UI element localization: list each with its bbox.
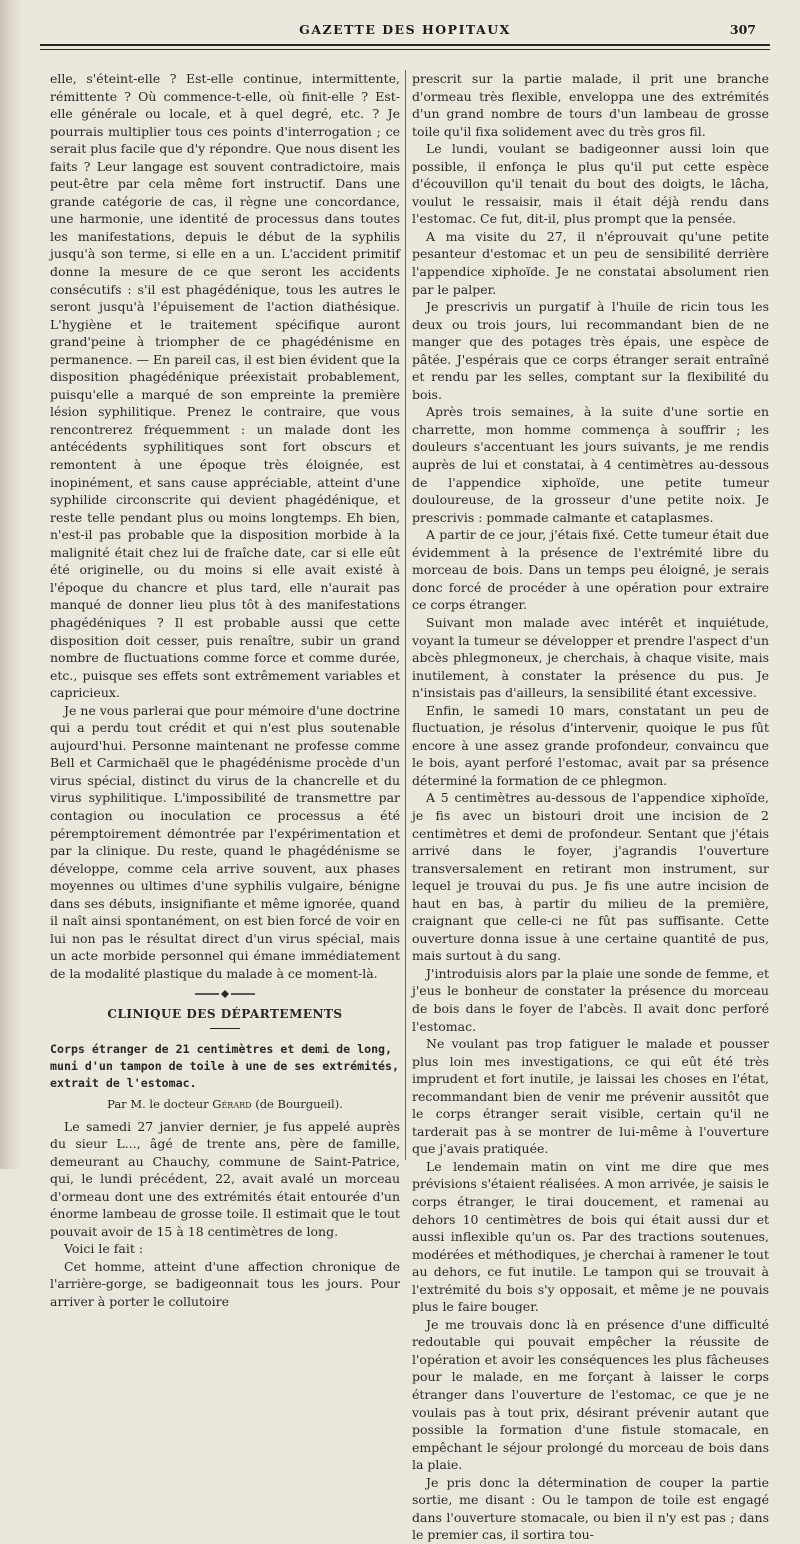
- byline-suffix: (de Bourgueil).: [255, 1096, 343, 1111]
- paragraph: Je me trouvais donc là en présence d'une difficulté redoutable qui pouvait empêcher la réussite de l'opération et avoir les conséquences les plus fâcheuses pour le malade, en me forçant à laisser le corps étranger dans l'ouverture de l'estomac, ce que je ne voulais pas à tout prix, désirant prévenir autant que possible la formation d'une fistule stomacale, en empêchant le séjour prolongé du morceau de bois dans la plaie.: [412, 1316, 769, 1473]
- paragraph: prescrit sur la partie malade, il prit une branche d'ormeau très flexible, enveloppa une des extrémités d'un grand nombre de tours d'un lambeau de grosse toile qu'il fixa solidement avec du très gros fil.: [412, 71, 769, 139]
- paragraph: Voici le fait :: [64, 1241, 144, 1257]
- left-column: [50, 70, 400, 1309]
- section-ornament: [50, 986, 400, 996]
- paragraph: Le samedi 27 janvier dernier, je fus appelé auprès du sieur L..., âgé de trente ans, père de famille, demeurant au Chauchy, commune de Saint-Patrice, qui, le lundi précédent, 22, avait avalé un morceau d'ormeau dont une des extrémités était entourée d'un énorme lambeau de grosse toile. Il estimait que le tout pouvait avoir de 15 à 18 centimètres de long.: [50, 1118, 400, 1239]
- section-title: CLINIQUE DES DÉPARTEMENTS: [107, 1007, 343, 1022]
- byline: [50, 1096, 400, 1114]
- paragraph: Je ne vous parlerai que pour mémoire d'une doctrine qui a perdu tout crédit et qui n'est plus soutenable aujourd'hui. Personne maintenant ne professe comme Bell et Carmichaël que le phagédénisme procède d'un virus spécial, distinct du virus de la chancrelle et du virus syphilitique. L'impossibilité de transmettre par contagion ou inoculation ce processus a été péremptoirement démontrée par l'expérimentation et par la clinique. Du reste, quand le phagédénisme se développe, comme cela arrive souvent, aux phases moyennes ou ultimes d'une syphilis vulgaire, bénigne dans ses débuts, insignifiante et même ignorée, quand il naît ainsi spontanément, on est bien forcé de voir en lui non pas le résultat direct d'un virus spécial, mais un acte morbide personnel qui émane immédiatement de la modalité plastique du malade à ce moment-là.: [50, 702, 400, 981]
- byline-prefix: Par M. le docteur: [107, 1096, 209, 1111]
- paragraph: Enfin, le samedi 10 mars, constatant un peu de fluctuation, je résolus d'intervenir, quoique le pus fût encore à une assez grande profondeur, convaincu que le bois, ayant perforé l'estomac, avait par sa présence déterminé la formation de ce phlegmon.: [412, 702, 769, 788]
- header-rule-thin: [40, 49, 770, 50]
- paragraph: A ma visite du 27, il n'éprouvait qu'une petite pesanteur d'estomac et un peu de sensibilité derrière l'appendice xiphoïde. Je ne constatai absolument rien par le palper.: [412, 228, 769, 297]
- paragraph: Après trois semaines, à la suite d'une sortie en charrette, mon homme commença à souffrir ; les douleurs s'accentuant les jours suivants, je me rendis auprès de lui et constatai, à 4 centimètres au-dessous de l'appendice xiphoïde, une petite tumeur douloureuse, de la grosseur d'une petite noix. Je prescrivis : pommade calmante et cataplasmes.: [412, 404, 769, 525]
- page-number: 307: [729, 22, 756, 37]
- running-title: GAZETTE DES HOPITAUX: [299, 22, 511, 37]
- header-rule-thick: [40, 44, 770, 46]
- paragraph: A 5 centimètres au-dessous de l'appendice xiphoïde, je fis avec un bistouri droit une incision de 2 centimètres et demi de profondeur. Sentant que j'étais arrivé dans le foyer, j'agrandis l'ouverture transversalement en retirant mon instrument, sur lequel je trouvai du pus. Je fis une autre incision de haut en bas, à partir du milieu de la première, craignant que celle-ci ne fût pas suffisante. Cette ouverture donna issue à une certaine quantité de pus, mais surtout à du sang.: [412, 790, 769, 964]
- paragraph: Suivant mon malade avec intérêt et inquiétude, voyant la tumeur se développer et prendre l'aspect d'un abcès phlegmoneux, je cherchais, à chaque visite, mais inutilement, à constater la présence du pus. Je n'insistais pas d'ailleurs, la sensibilité étant excessive.: [412, 614, 769, 701]
- section-rule: [210, 1028, 240, 1029]
- paragraph: Je prescrivis un purgatif à l'huile de ricin tous les deux ou trois jours, lui recommandant bien de ne manger que des potages très épais, une espèce de pâtée. J'espérais que ce corps étranger serait entraîné et rendu par les selles, comptant sur la flexibilité du bois.: [412, 299, 769, 402]
- paragraph: Le lendemain matin on vint me dire que mes prévisions s'étaient réalisées. A mon arrivée, je saisis le corps étranger, le tirai doucement, et ramenai au dehors 10 centimètres de bois qui était aussi dur et aussi inflexible qu'un os. Par des tractions soutenues, modérées et méthodiques, je cherchai à ramener le tout au dehors, ce fut inutile. Le tampon qui se trouvait à l'extrémité du bois s'y opposait, et même je ne pouvais plus le faire bouger.: [412, 1158, 769, 1315]
- paragraph: elle, s'éteint-elle ? Est-elle continue, intermittente, rémittente ? Où commence-t-elle, où finit-elle ? Est-elle générale ou locale, et à quel degré, etc. ? Je pourrais multiplier tous ces points d'interrogation ; ce serait plus facile que d'y répondre. Que nous disent les faits ? Leur langage est souvent contradictoire, mais peut-être par cela même fort instructif. Dans une grande catégorie de cas, il règne une concordance, une harmonie, une identité de processus dans toutes les manifestations, depuis le début de la syphilis jusqu'à son terme, si elle en a un. L'accident primitif donne la mesure de ce que seront les accidents consécutifs : s'il est phagédénique, tous les autres le seront jusqu'à l'épuisement de l'action diathésique. L'hygiène et le traitement spécifique auront grand'peine à triompher de ce phagédénisme en permanence. — En pareil cas, il est bien évident que la disposition phagédénique préexistait probablement, puisqu'elle a marqué de son empreinte la première lésion syphilitique. Prenez le contraire, que vous rencontrerez fréquemment : un malade dont les antécédents syphilitiques sont fort obscurs et remontent à une époque très éloignée, est inopinément, et sans cause appréciable, atteint d'une syphilide circonscrite qui devient phagédénique, et reste telle pendant plus ou moins longtemps. Eh bien, n'est-il pas probable que la disposition morbide à la malignité était chez lui de fraîche date, car si elle eût été originelle, ou du moins si elle avait existé à l'époque du chancre et plus tard, elle n'aurait pas manqué de donner lieu plus tôt à des manifestations phagédéniques ? Il est probable aussi que cette disposition doit cesser, puis renaître, subir un grand nombre de fluctuations comme force et comme durée, etc., puisque ses effets sont extrêmement variables et capricieux.: [50, 71, 400, 701]
- paragraph: Cet homme, atteint d'une affection chronique de l'arrière-gorge, se badigeonnait tous les jours. Pour arriver à porter le collutoire: [50, 1258, 400, 1309]
- page-header: [40, 18, 770, 58]
- paragraph: Le lundi, voulant se badigeonner aussi loin que possible, il enfonça le plus qu'il put cette espèce d'écouvillon qu'il tenait du bout des doigts, le lâcha, voulut le ressaisir, mais il était déjà rendu dans l'estomac. Ce fut, dit-il, plus prompt que la pensée.: [412, 141, 769, 227]
- right-column: [412, 70, 769, 1543]
- page-spine-shadow: [0, 0, 22, 1169]
- article-title: Corps étranger de 21 centimètres et demi de long, muni d'un tampon de toile à une de ses extrémités, extrait de l'estomac.: [50, 1041, 400, 1090]
- paragraph: J'introduisis alors par la plaie une sonde de femme, et j'eus le bonheur de constater la présence du morceau de bois dans le foyer de l'abcès. Il avait donc perforé l'estomac.: [412, 965, 769, 1034]
- paragraph: A partir de ce jour, j'étais fixé. Cette tumeur était due évidemment à la présence de l'extrémité libre du morceau de bois. Dans un temps peu éloigné, je serais donc forcé de procéder à une opération pour extraire ce corps étranger.: [412, 527, 769, 613]
- paragraph: Ne voulant pas trop fatiguer le malade et pousser plus loin mes investigations, ce qui eût été très imprudent et fort inutile, je laissai les choses en l'état, recommandant bien de venir me prévenir aussitôt que le corps étranger serait visible, certain qu'il ne tarderait pas à se montrer de lui-même à l'ouverture que j'avais pratiquée.: [412, 1036, 769, 1157]
- column-divider: [405, 70, 406, 1160]
- paragraph: Je pris donc la détermination de couper la partie sortie, me disant : Ou le tampon de toile est engagé dans l'ouverture stomacale, ou bien il n'y est pas ; dans le premier cas, il sortira tou-: [412, 1474, 769, 1543]
- author-name: Gérard: [212, 1096, 252, 1111]
